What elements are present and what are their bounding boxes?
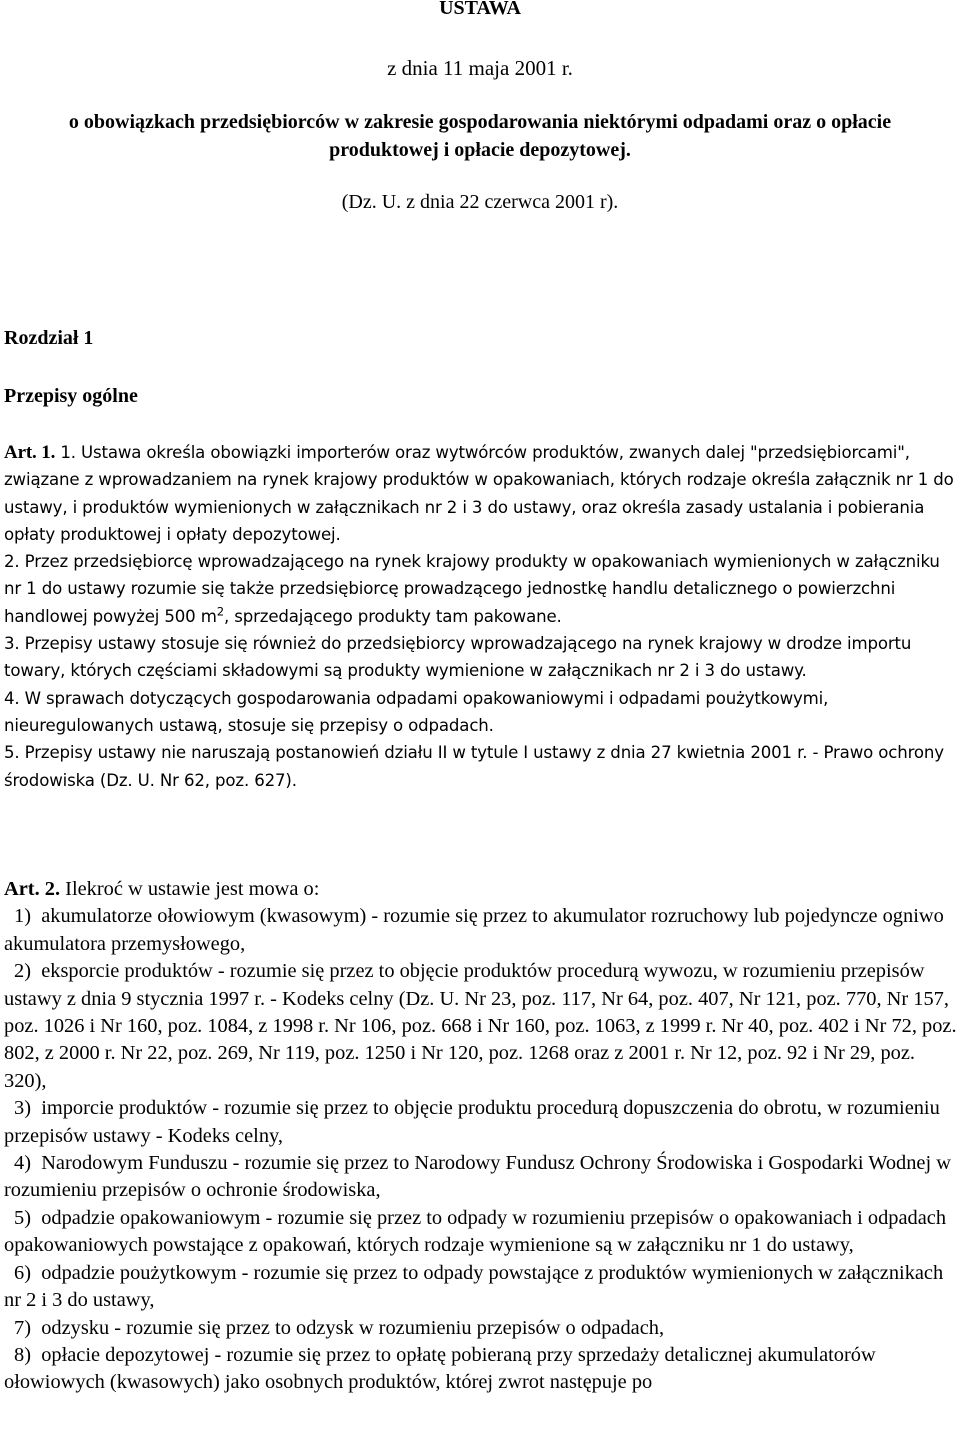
definition-text: odpadzie poużytkowym - rozumie się przez to odpady powstające z produktów wymienionych w załącznikach nr 2 i 3 do ustawy, bbox=[4, 1261, 944, 1312]
chapter-name: Przepisy ogólne bbox=[4, 385, 138, 407]
definition-number: 5) bbox=[14, 1206, 31, 1229]
article-1-p1-text: 1. Ustawa określa obowiązki importerów oraz wytwórców produktów, zwanych dalej "przedsiębiorcami", związane z wprowadzaniem na rynek krajowy produktów w opakowaniach, których rodzaje określa załącznik nr 1 do ustawy, i produktów wymienionych w załącznikach nr 2 i 3 do ustawy, oraz określa zasady ustalania i pobierania opłaty produktowej i opłaty depozytowej. bbox=[4, 443, 954, 544]
definition-item bbox=[4, 903, 958, 958]
definition-text: Narodowym Funduszu - rozumie się przez to Narodowy Fundusz Ochrony Środowiska i Gospodarki Wodnej w rozumieniu przepisów o ochronie środowiska, bbox=[4, 1152, 951, 1202]
definition-item bbox=[4, 1150, 958, 1205]
definition-item bbox=[4, 1095, 958, 1150]
definition-item bbox=[4, 1260, 958, 1315]
act-title: USTAWA bbox=[439, 0, 521, 19]
article-1-p2-text: 2. Przez przedsiębiorcę wprowadzającego na rynek krajowy produkty w opakowaniach wymienionych w załączniku nr 1 do ustawy rozumie się także przedsiębiorcę prowadzącego jednostkę handlu detalicznego o powierzchni handlowej powyżej 500 m bbox=[4, 552, 940, 626]
article-1 bbox=[4, 439, 958, 794]
article-2-intro-text: Ilekroć w ustawie jest mowa o: bbox=[65, 878, 320, 900]
definition-item bbox=[4, 1315, 958, 1342]
definition-text: imporcie produktów - rozumie się przez to objęcie produktu procedurą dopuszczenia do obrotu, w rozumieniu przepisów ustawy - Kodeks celny, bbox=[4, 1097, 940, 1147]
article-2-intro bbox=[4, 876, 958, 903]
definition-text: akumulatorze ołowiowym (kwasowym) - rozumie się przez to akumulator rozruchowy lub pojedyncze ogniwo akumulatora przemysłowego, bbox=[4, 905, 944, 955]
article-1-paragraph-4: 4. W sprawach dotyczących gospodarowania odpadami opakowaniowymi i odpadami poużytkowymi, nieuregulowanych ustawą, stosuje się przepisy o odpadach. bbox=[4, 688, 829, 735]
superscript-2: 2 bbox=[216, 604, 224, 619]
act-subject: o obowiązkach przedsiębiorców w zakresie gospodarowania niektórymi odpadami oraz o opłacie produktowej i opłacie depozytowej. bbox=[68, 111, 892, 161]
definition-item bbox=[4, 1342, 958, 1397]
act-date: z dnia 11 maja 2001 r. bbox=[387, 56, 573, 80]
article-1-paragraph-5: 5. Przepisy ustawy nie naruszają postanowień działu II w tytule I ustawy z dnia 27 kwietnia 2001 r. - Prawo ochrony środowiska (Dz. U. Nr 62, poz. 627). bbox=[4, 743, 944, 790]
definition-number: 8) bbox=[14, 1343, 31, 1366]
article-1-paragraph-1 bbox=[4, 439, 958, 548]
definition-text: opłacie depozytowej - rozumie się przez to opłatę pobieraną przy sprzedaży detalicznej akumulatorów ołowiowych (kwasowych) jako osobnych produktów, której zwrot następuje po bbox=[4, 1343, 876, 1394]
definition-number: 6) bbox=[14, 1261, 31, 1284]
definition-number: 1) bbox=[14, 905, 31, 928]
definition-item bbox=[4, 958, 958, 1095]
definition-item bbox=[4, 1205, 958, 1260]
definition-number: 3) bbox=[14, 1097, 31, 1120]
article-1-p2-tail: , sprzedającego produkty tam pakowane. bbox=[223, 606, 562, 626]
definition-number: 7) bbox=[14, 1316, 31, 1339]
article-2 bbox=[4, 876, 958, 1397]
definition-text: odpadzie opakowaniowym - rozumie się przez to odpady w rozumieniu przepisów o opakowaniach i odpadach opakowaniowych powstające z opakowań, których rodzaje wymienione są w załączniku nr 1 do ustawy, bbox=[4, 1206, 947, 1257]
act-source: (Dz. U. z dnia 22 czerwca 2001 r). bbox=[341, 191, 619, 213]
article-1-paragraph-3: 3. Przepisy ustawy stosuje się również do przedsiębiorcy wprowadzającego na rynek krajowy w drodze importu towary, których częściami składowymi są produkty wymienione w załącznikach nr 2 i 3 do ustawy. bbox=[4, 634, 912, 681]
definition-number: 4) bbox=[14, 1152, 31, 1175]
article-1-label: Art. 1. bbox=[4, 442, 56, 463]
article-1-paragraph-2 bbox=[4, 548, 958, 630]
article-2-label: Art. 2. bbox=[4, 878, 61, 900]
definition-text: odzysku - rozumie się przez to odzysk w rozumieniu przepisów o odpadach, bbox=[41, 1316, 665, 1339]
chapter-number: Rozdział 1 bbox=[4, 327, 94, 349]
definition-number: 2) bbox=[14, 960, 31, 983]
definition-text: eksporcie produktów - rozumie się przez to objęcie produktów procedurą wywozu, w rozumieniu przepisów ustawy z dnia 9 stycznia 1997 r. - Kodeks celny (Dz. U. Nr 23, poz. 117, Nr 64, poz. 407, Nr 121, poz. 770, Nr 157, poz. 1026 i Nr 160, poz. 1084, z 1998 r. Nr 106, poz. 668 i Nr 160, poz. 1063, z 1999 r. Nr 40, poz. 402 i Nr 72, poz. 802, z 2000 r. Nr 22, poz. 269, Nr 119, poz. 1250 i Nr 120, poz. 1268 oraz z 2001 r. Nr 12, poz. 92 i Nr 29, poz. 320), bbox=[4, 960, 957, 1092]
